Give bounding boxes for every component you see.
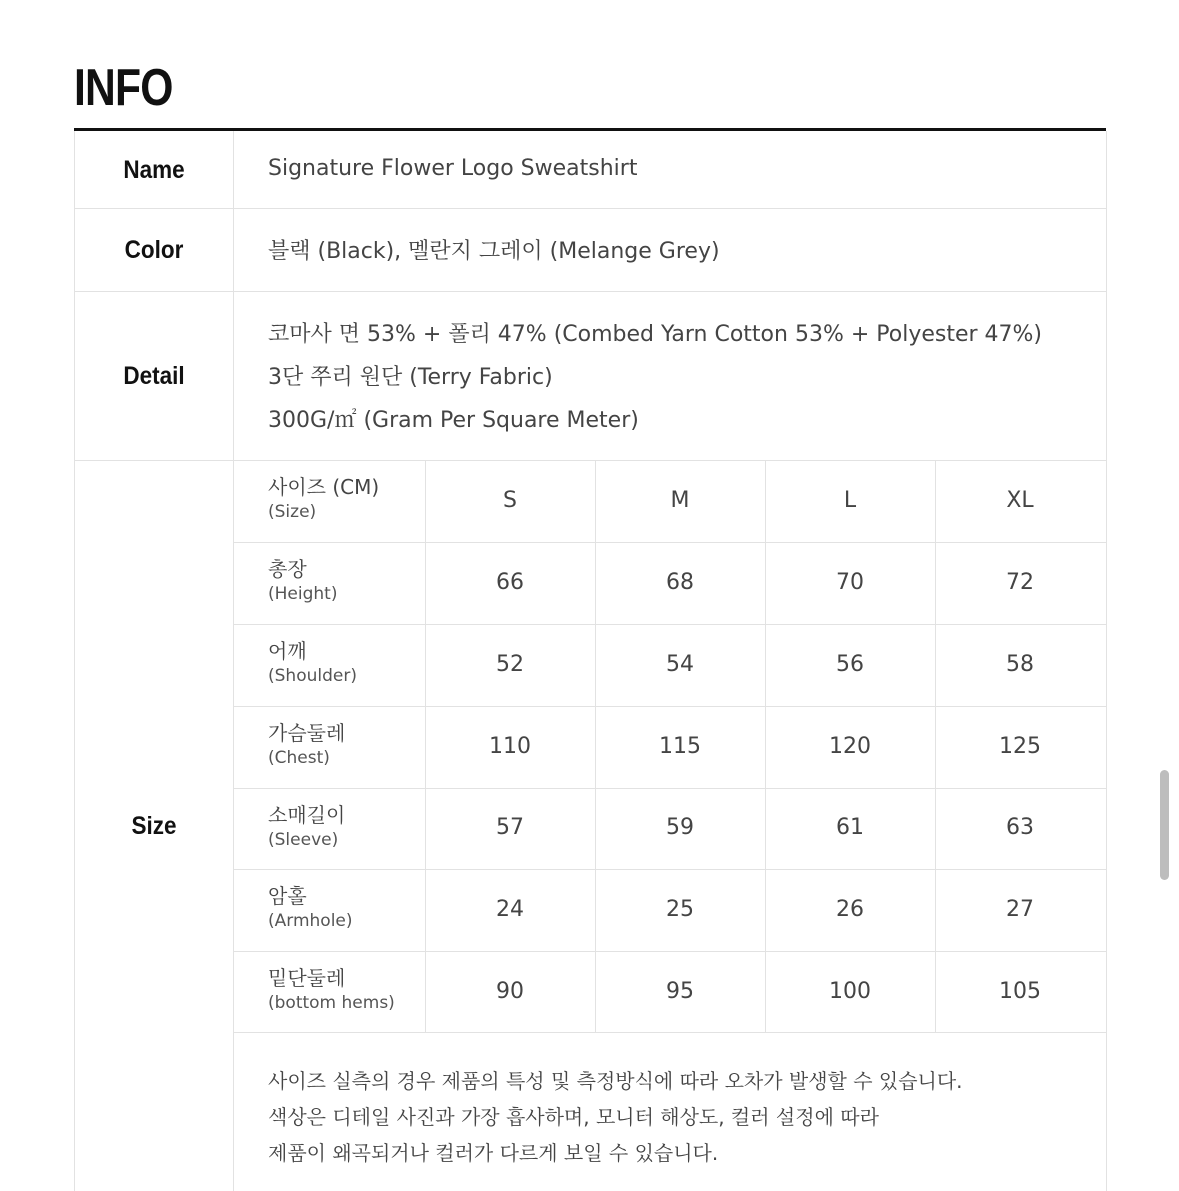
row-divider — [75, 208, 1106, 209]
detail-line: 3단 쭈리 원단 (Terry Fabric) — [268, 365, 553, 390]
measurement-en: (Sleeve) — [268, 830, 339, 850]
table-cell: 58 — [1006, 652, 1034, 677]
measurement-ko: 가슴둘레 — [268, 721, 346, 745]
measurement-ko: 암홀 — [268, 884, 307, 908]
color-value: 블랙 (Black), 멜란지 그레이 (Melange Grey) — [268, 239, 720, 264]
table-cell: 120 — [829, 734, 871, 759]
vertical-scrollbar[interactable] — [1160, 770, 1169, 880]
measurement-en: (Shoulder) — [268, 666, 357, 686]
table-cell: 95 — [666, 979, 694, 1004]
table-cell: 110 — [489, 734, 531, 759]
table-cell: 66 — [496, 570, 524, 595]
table-cell: 56 — [836, 652, 864, 677]
table-cell: 105 — [999, 979, 1041, 1004]
table-cell: 115 — [659, 734, 701, 759]
size-row-divider — [233, 706, 1106, 707]
table-cell: 100 — [829, 979, 871, 1004]
measurement-label-height — [268, 556, 337, 606]
size-note: 색상은 디테일 사진과 가장 흡사하며, 모니터 해상도, 컬러 설정에 따라 — [268, 1105, 879, 1129]
size-row-divider — [233, 788, 1106, 789]
size-column-xl: XL — [1006, 488, 1034, 513]
table-cell: 125 — [999, 734, 1041, 759]
table-cell: 72 — [1006, 570, 1034, 595]
table-cell: 68 — [666, 570, 694, 595]
measurement-label-chest — [268, 720, 345, 770]
size-note: 제품이 왜곡되거나 컬러가 다르게 보일 수 있습니다. — [268, 1141, 719, 1165]
size-header-label — [268, 474, 379, 524]
table-cell: 63 — [1006, 815, 1034, 840]
measurement-en: (Height) — [268, 584, 338, 604]
product-info-table — [74, 131, 1107, 1191]
size-header-en: (Size) — [268, 502, 317, 522]
table-cell: 57 — [496, 815, 524, 840]
measurement-en: (Armhole) — [268, 911, 353, 931]
table-cell: 54 — [666, 652, 694, 677]
size-row-divider — [233, 951, 1106, 952]
measurement-ko: 총장 — [268, 557, 307, 581]
table-cell: 61 — [836, 815, 864, 840]
size-header-ko: 사이즈 (CM) — [268, 475, 380, 499]
detail-line: 300G/㎡ (Gram Per Square Meter) — [268, 408, 639, 433]
size-row-divider — [233, 624, 1106, 625]
table-cell: 27 — [1006, 897, 1034, 922]
size-column-s: S — [503, 488, 517, 513]
measurement-en: (bottom hems) — [268, 993, 395, 1013]
size-row-divider — [233, 542, 1106, 543]
color-label: Color — [124, 236, 184, 264]
table-cell: 26 — [836, 897, 864, 922]
measurement-ko: 어깨 — [268, 639, 307, 663]
measurement-label-bottom-hems — [268, 965, 395, 1015]
measurement-label-shoulder — [268, 638, 357, 688]
table-cell: 70 — [836, 570, 864, 595]
name-value: Signature Flower Logo Sweatshirt — [268, 156, 638, 181]
detail-label: Detail — [123, 362, 185, 390]
measurement-ko: 밑단둘레 — [268, 966, 346, 990]
row-divider — [75, 291, 1106, 292]
size-column-m: M — [670, 488, 690, 513]
size-note: 사이즈 실측의 경우 제품의 특성 및 측정방식에 따라 오차가 발생할 수 있습니다. — [268, 1069, 963, 1093]
measurement-en: (Chest) — [268, 748, 330, 768]
table-cell: 24 — [496, 897, 524, 922]
table-cell: 25 — [666, 897, 694, 922]
measurement-label-armhole — [268, 883, 353, 933]
name-label: Name — [123, 156, 185, 184]
measurement-label-sleeve — [268, 802, 345, 852]
table-cell: 90 — [496, 979, 524, 1004]
table-cell: 52 — [496, 652, 524, 677]
size-row-divider — [233, 1032, 1106, 1033]
size-column-l: L — [843, 488, 857, 513]
table-cell: 59 — [666, 815, 694, 840]
detail-line: 코마사 면 53% + 폴리 47% (Combed Yarn Cotton 53% + Polyester 47%) — [268, 322, 1043, 347]
size-row-divider — [233, 869, 1106, 870]
size-label: Size — [131, 812, 177, 840]
row-divider — [75, 460, 1106, 461]
measurement-ko: 소매길이 — [268, 803, 346, 827]
page-title: INFO — [74, 59, 173, 117]
